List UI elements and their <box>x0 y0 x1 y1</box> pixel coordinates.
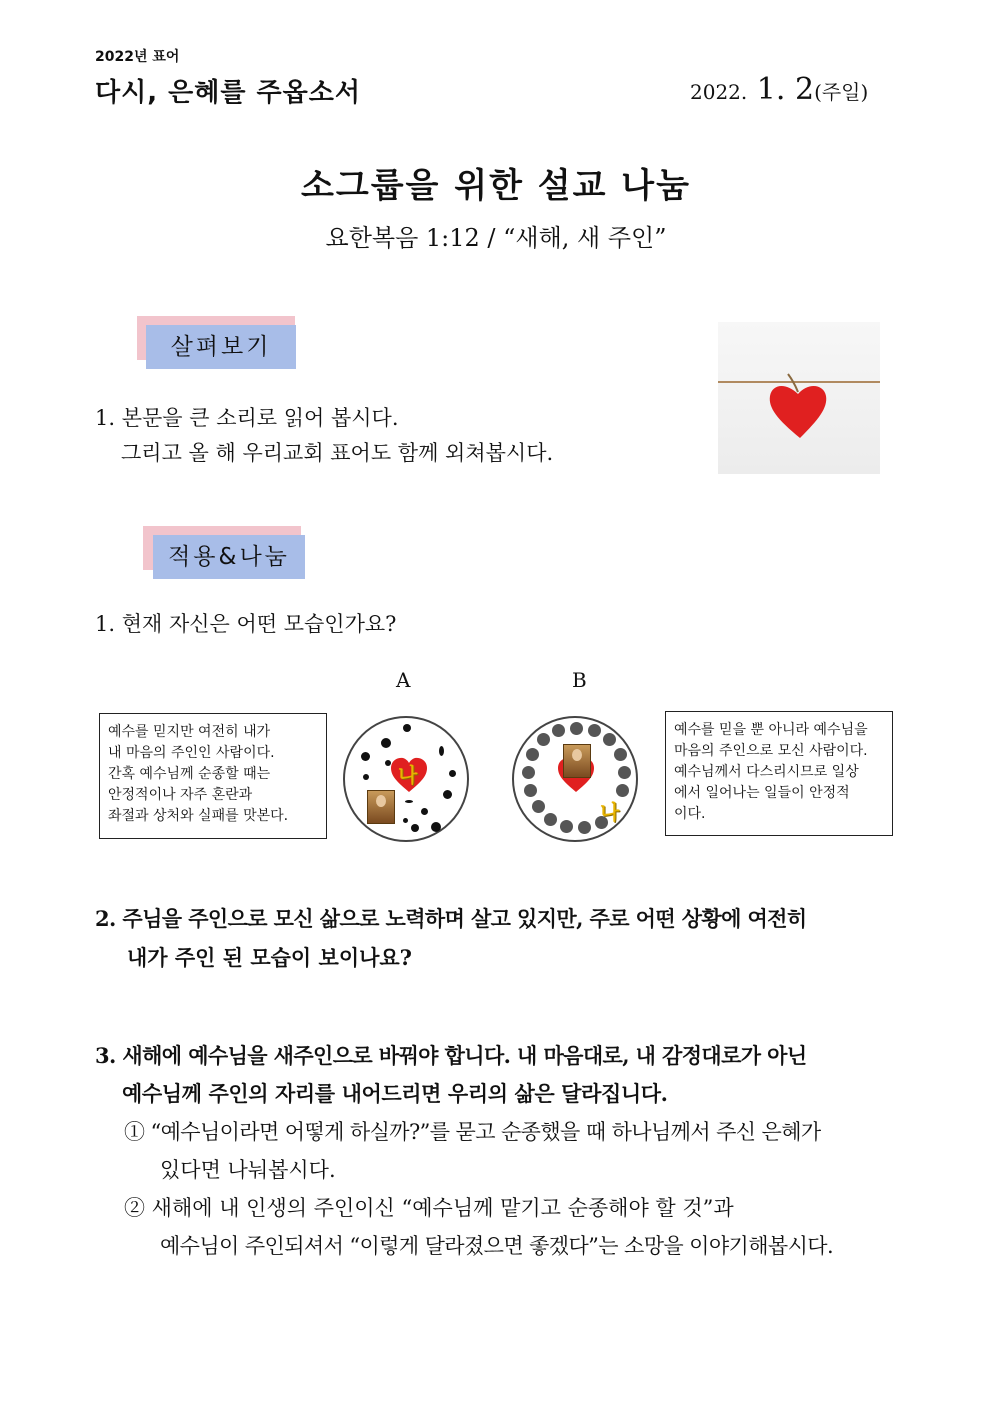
dot <box>526 748 539 761</box>
jesus-portrait-icon <box>367 790 395 824</box>
label-a: A <box>396 668 411 692</box>
page-subtitle: 요한복음 1:12 / “새해, 새 주인” <box>325 224 667 252</box>
page-title: 소그룹을 위한 설교 나눔 <box>301 166 691 206</box>
box-a-line: 좌절과 상처와 실패를 맛본다. <box>108 808 289 824</box>
question-3-line-1: 3. 새해에 예수님을 새주인으로 바꿔야 합니다. 내 마음대로, 내 감정대로가 아닌 <box>95 1043 807 1068</box>
question-1: 1. 현재 자신은 어떤 모습인가요? <box>95 612 397 636</box>
dot <box>544 813 557 826</box>
na-label: 나 <box>600 800 620 824</box>
dot <box>578 821 591 834</box>
section-heading-look: 살펴보기 <box>146 325 296 369</box>
box-b-line: 예수를 믿을 뿐 아니라 예수님을 <box>674 722 868 738</box>
box-a-line: 안정적이나 자주 혼란과 <box>108 787 253 803</box>
heart-on-string-icon <box>718 322 880 474</box>
box-b-line: 이다. <box>674 806 706 822</box>
question-2-line-1: 2. 주님을 주인으로 모신 삶으로 노력하며 살고 있지만, 주로 어떤 상황에 여전히 <box>95 906 807 931</box>
date-main: 1. 2 <box>747 72 815 107</box>
dot <box>405 800 413 803</box>
dot <box>560 820 573 833</box>
dot <box>588 724 601 737</box>
motto: 다시, 은혜를 주옵소서 <box>95 78 362 108</box>
sub-question-1-line-1: ① “예수님이라면 어떻게 하실까?”를 묻고 순종했을 때 하나님께서 주신 은혜가 <box>124 1120 821 1144</box>
na-label: 나 <box>398 763 418 787</box>
dot <box>403 724 411 732</box>
label-b: B <box>572 668 587 692</box>
dot <box>439 746 444 756</box>
sub-question-2-line-2: 예수님이 주인되셔서 “이렇게 달라졌으면 좋겠다”는 소망을 이야기해봅시다. <box>160 1234 834 1258</box>
section-heading-apply: 적용&나눔 <box>153 535 305 579</box>
question-3-line-2: 예수님께 주인의 자리를 내어드리면 우리의 삶은 달라집니다. <box>122 1081 668 1106</box>
dot <box>411 824 419 832</box>
description-box-a <box>99 713 327 839</box>
dot <box>522 766 535 779</box>
dot <box>449 770 456 777</box>
dot <box>524 784 537 797</box>
dot <box>443 790 452 799</box>
jesus-portrait-icon <box>563 744 591 778</box>
dot <box>603 733 616 746</box>
question-2-line-2: 내가 주인 된 모습이 보이나요? <box>127 945 412 970</box>
dot <box>552 724 565 737</box>
description-box-b <box>665 711 893 836</box>
dot <box>618 766 631 779</box>
dot <box>537 733 550 746</box>
sub-question-1-line-2: 있다면 나눠봅시다. <box>160 1158 336 1182</box>
box-b-line: 예수님께서 다스리시므로 일상 <box>674 764 859 780</box>
dot <box>570 722 583 735</box>
dot <box>532 800 545 813</box>
box-b-line: 마음의 주인으로 모신 사람이다. <box>674 743 868 759</box>
date <box>690 72 868 107</box>
diagram-circle-a <box>343 716 469 842</box>
look-item-1-line-2: 그리고 올 해 우리교회 표어도 함께 외쳐봅시다. <box>121 441 554 465</box>
dot <box>361 752 370 761</box>
date-day: (주일) <box>814 80 869 104</box>
dot <box>363 774 369 780</box>
box-b-line: 에서 일어나는 일들이 안정적 <box>674 785 850 801</box>
box-a-line: 간혹 예수님께 순종할 때는 <box>108 766 271 782</box>
diagram-circle-b <box>512 716 638 842</box>
sub-question-2-line-1: ② 새해에 내 인생의 주인이신 “예수님께 맡기고 순종해야 할 것”과 <box>124 1196 734 1220</box>
dot <box>403 818 408 823</box>
dot <box>614 748 627 761</box>
dot <box>381 738 391 748</box>
box-a-line: 내 마음의 주인인 사람이다. <box>108 745 275 761</box>
dot <box>421 808 428 815</box>
motto-year: 2022년 표어 <box>95 49 180 65</box>
box-a-line: 예수를 믿지만 여전히 내가 <box>108 724 271 740</box>
look-item-1-line-1: 1. 본문을 큰 소리로 읽어 봅시다. <box>95 406 399 430</box>
date-prefix: 2022. <box>690 80 748 104</box>
dot <box>431 822 441 832</box>
